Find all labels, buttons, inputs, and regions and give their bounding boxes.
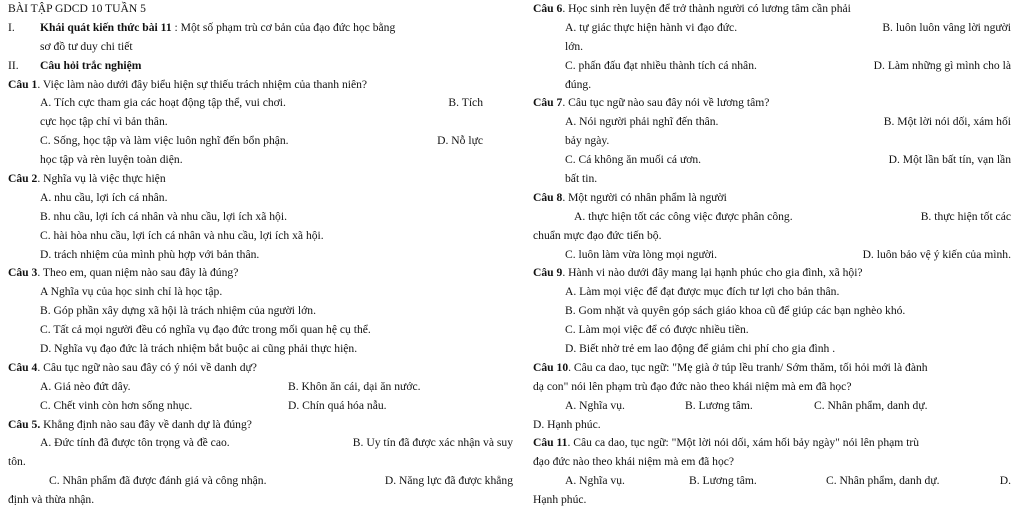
q2-option-d: D. trách nhiệm của mình phù hợp với bản thân. xyxy=(40,247,260,261)
q6-option-a: A. tự giác thực hiện hành vi đạo đức. xyxy=(565,20,738,34)
q9-option-d: D. Biết nhờ trẻ em lao động để giảm chi phí cho gia đình . xyxy=(565,342,836,356)
q8-option-c: C. luôn làm vừa lòng mọi người. xyxy=(565,247,718,261)
q2-option-c: C. hài hòa nhu cầu, lợi ích cá nhân và nhu cầu, lợi ích xã hội. xyxy=(40,228,324,242)
q11-option-b: B. Lương tâm. xyxy=(689,474,757,488)
q7-option-b-continuation: bảy ngày. xyxy=(565,134,610,148)
q1-option-d-continuation: học tập và rèn luyện toàn diện. xyxy=(40,153,183,167)
q7-option-d-continuation: bất tin. xyxy=(565,172,598,186)
question-5: Câu 5. Khẳng định nào sau đây về danh dự là đúng? xyxy=(8,417,252,431)
section-1-heading: I. Khái quát kiến thức bài 11 : Một số phạm trù cơ bản của đạo đức học bằng xyxy=(8,20,396,34)
q6-option-c: C. phấn đấu đạt nhiều thành tích cá nhân. xyxy=(565,58,757,72)
question-10: Câu 10. Câu ca dao, tục ngữ: "Mẹ già ở túp lều tranh/ Sớm thăm, tối hỏi mới là đành xyxy=(533,360,928,374)
question-7: Câu 7. Câu tục ngữ nào sau đây nói về lương tâm? xyxy=(533,96,770,110)
q10-option-a: A. Nghĩa vụ. xyxy=(565,398,625,412)
q10-option-c: C. Nhân phẩm, danh dự. xyxy=(814,398,928,412)
q5-option-d-continuation: định và thừa nhận. xyxy=(8,493,95,507)
q3-option-a: A Nghĩa vụ của học sinh chỉ là học tập. xyxy=(40,285,223,299)
question-7-options-ab xyxy=(533,113,1011,132)
question-1-options-cd xyxy=(8,132,513,151)
q1-option-c: C. Sống, học tập và làm việc luôn nghĩ đến bổn phận. xyxy=(40,134,289,148)
q4-option-a: A. Giá nèo đứt dây. xyxy=(40,379,131,393)
q6-option-d-continuation: đúng. xyxy=(565,77,592,91)
question-6: Câu 6. Học sinh rèn luyện để trở thành người có lương tâm cần phải xyxy=(533,2,851,15)
question-10-options xyxy=(533,397,1011,416)
q9-option-a: A. Làm mọi việc để đạt được mục đích tư lợi cho bản thân. xyxy=(565,285,840,299)
question-11: Câu 11. Câu ca dao, tục ngữ: "Một lời nói dối, xám hối bảy ngày" nói lên phạm trù xyxy=(533,436,920,450)
question-8-options-cd xyxy=(533,246,1011,265)
q9-option-b: B. Gom nhặt và quyên góp sách giáo khoa cũ để giúp các bạn nghèo khó. xyxy=(565,304,906,318)
question-8-options-ab xyxy=(533,208,1011,227)
question-1: Câu 1. Việc làm nào dưới đây biểu hiện sự thiếu trách nhiệm của thanh niên? xyxy=(8,77,368,91)
q4-option-c: C. Chết vinh còn hơn sống nhục. xyxy=(40,398,193,412)
q4-option-b: B. Khôn ăn cái, dại ăn nước. xyxy=(288,379,421,393)
question-4-options-cd xyxy=(8,397,513,416)
q3-option-d: D. Nghĩa vụ đạo đức là trách nhiệm bắt buộc ai cũng phải thực hiện. xyxy=(40,342,358,356)
q2-option-b: B. nhu cầu, lợi ích cá nhân và nhu cầu, lợi ích xã hội. xyxy=(40,209,287,223)
left-column xyxy=(8,0,513,510)
q3-option-b: B. Góp phần xây dựng xã hội là trách nhiệm của người lớn. xyxy=(40,304,316,318)
section-2-heading: II. Câu hỏi trắc nghiệm xyxy=(8,58,142,72)
q1-option-b: B. Tích xyxy=(448,96,483,110)
q7-option-c: C. Cá không ăn muối cá ươn. xyxy=(565,153,702,167)
q10-option-d: D. Hạnh phúc. xyxy=(533,417,601,431)
q3-option-c: C. Tất cả mọi người đều có nghĩa vụ đạo đức trong mối quan hệ cụ thể. xyxy=(40,323,371,337)
question-4: Câu 4. Câu tục ngữ nào sau đây có ý nói về danh dự? xyxy=(8,360,257,374)
question-7-options-cd xyxy=(533,151,1011,170)
q11-option-c: C. Nhân phẩm, danh dự. xyxy=(826,474,940,488)
q6-option-d: D. Làm những gì mình cho là xyxy=(873,58,1011,72)
right-column xyxy=(533,0,1011,510)
worksheet-title: BÀI TẬP GDCD 10 TUẦN 5 xyxy=(8,2,146,15)
q11-option-d-continuation: Hạnh phúc. xyxy=(533,493,587,507)
q2-option-a: A. nhu cầu, lợi ích cá nhân. xyxy=(40,190,168,204)
q1-option-a: A. Tích cực tham gia các hoạt động tập thể, vui chơi. xyxy=(40,96,286,110)
q7-option-a: A. Nói người phải nghĩ đến thân. xyxy=(565,115,719,129)
q7-option-b: B. Một lời nói dối, xám hối xyxy=(883,115,1011,129)
q1-option-b-continuation: cực học tập chỉ vì bản thân. xyxy=(40,115,168,129)
q8-option-b: B. thực hiện tốt các xyxy=(920,209,1011,223)
q8-option-a: A. thực hiện tốt các công việc được phân công. xyxy=(574,209,793,223)
question-6-options-ab xyxy=(533,19,1011,38)
question-11-continuation: đạo đức nào theo khái niệm mà em đã học? xyxy=(533,455,735,469)
q5-option-c: C. Nhân phẩm đã được đánh giá và công nhận. xyxy=(49,474,267,488)
question-11-options xyxy=(533,472,1011,491)
q4-option-d: D. Chín quá hóa nẫu. xyxy=(288,398,387,412)
question-10-continuation: dạ con" nói lên phạm trù đạo đức nào theo khái niệm mà em đã học? xyxy=(533,379,852,393)
question-1-options-ab xyxy=(8,94,513,113)
q6-option-b-continuation: lớn. xyxy=(565,39,584,53)
question-2: Câu 2. Nghĩa vụ là việc thực hiện xyxy=(8,172,166,186)
q6-option-b: B. luôn luôn vâng lời người xyxy=(882,20,1011,34)
question-4-options-ab xyxy=(8,378,513,397)
q11-option-a: A. Nghĩa vụ. xyxy=(565,474,625,488)
question-9: Câu 9. Hành vi nào dưới đây mang lại hạnh phúc cho gia đình, xã hội? xyxy=(533,266,863,280)
q8-option-d: D. luôn bảo vệ ý kiến của mình. xyxy=(862,247,1011,261)
q9-option-c: C. Làm mọi việc để có được nhiều tiền. xyxy=(565,323,749,337)
q8-option-b-continuation: chuẩn mực đạo đức tiến bộ. xyxy=(533,228,662,242)
question-5-options-ab xyxy=(8,434,513,453)
question-3: Câu 3. Theo em, quan niệm nào sau đây là đúng? xyxy=(8,266,239,280)
q5-option-a: A. Đức tính đã được tôn trọng và đề cao. xyxy=(40,436,230,450)
q1-option-d: D. Nỗ lực xyxy=(437,134,483,148)
q5-option-d: D. Năng lực đã được khẳng xyxy=(384,474,513,488)
question-5-options-cd xyxy=(8,472,513,491)
q10-option-b: B. Lương tâm. xyxy=(685,398,753,412)
section-1-continuation: sơ đồ tư duy chi tiết xyxy=(40,39,133,53)
q11-option-d: D. xyxy=(999,474,1011,488)
question-8: Câu 8. Một người có nhân phẩm là người xyxy=(533,190,727,204)
q5-option-b-continuation: tôn. xyxy=(8,455,26,469)
question-6-options-cd xyxy=(533,57,1011,76)
q7-option-d: D. Một lần bất tín, vạn lần xyxy=(888,153,1011,167)
q5-option-b: B. Uy tín đã được xác nhận và suy xyxy=(352,436,513,450)
